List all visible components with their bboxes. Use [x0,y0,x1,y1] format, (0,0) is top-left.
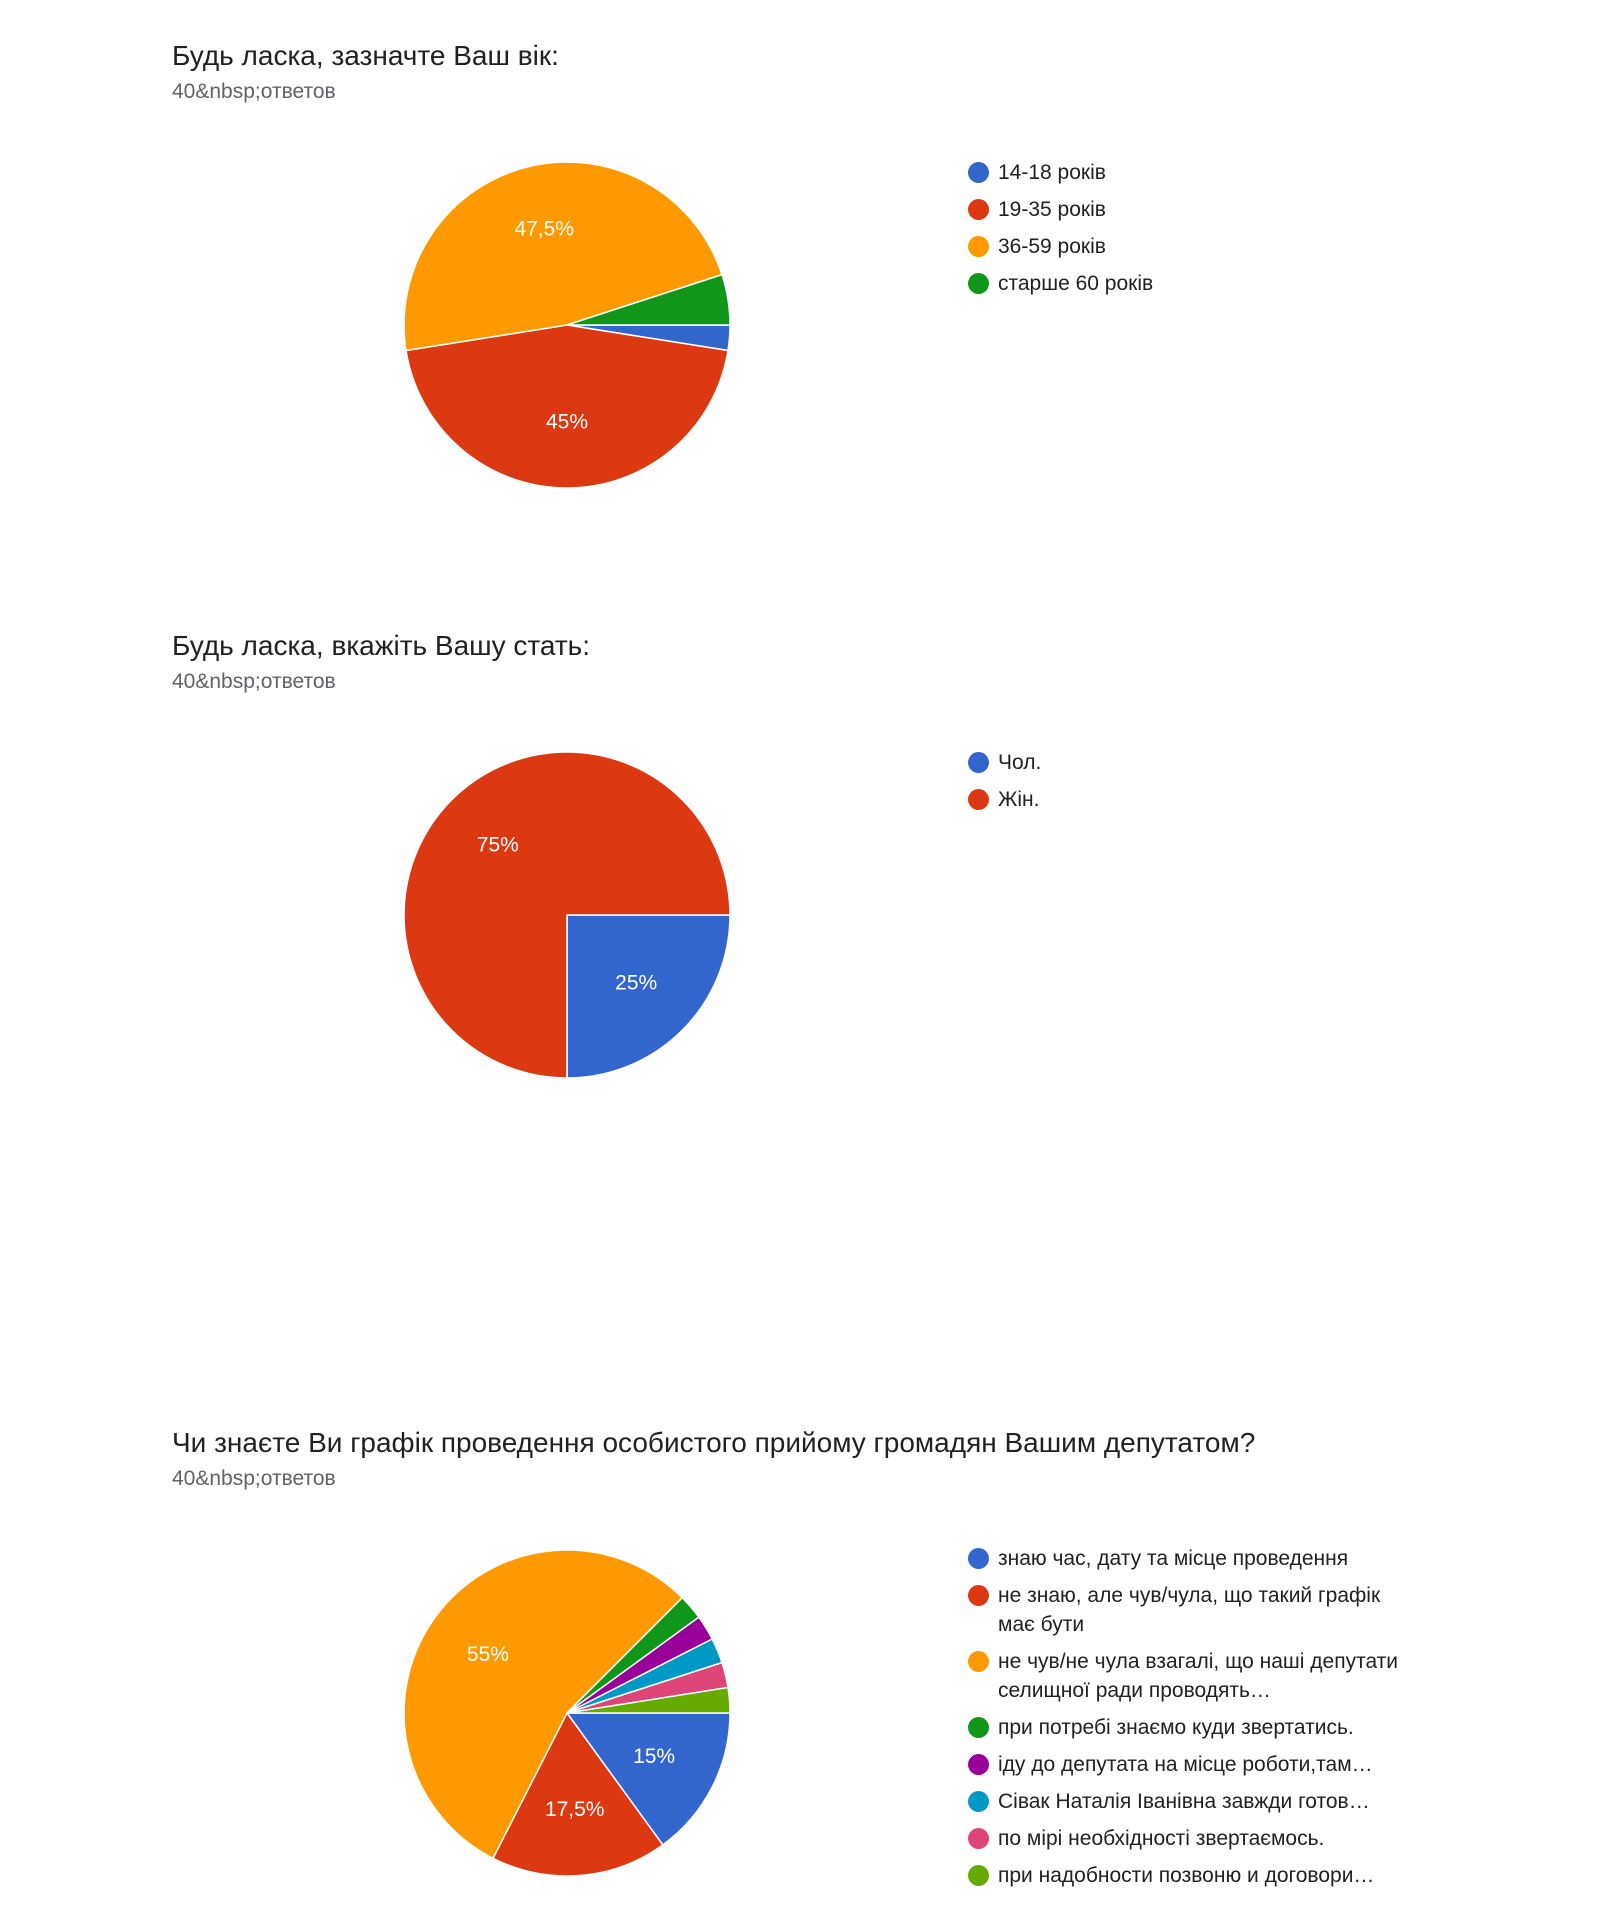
pie-chart-gender [397,745,737,1085]
legend-swatch-icon [968,1791,989,1812]
legend-swatch-icon [968,1548,989,1569]
legend-item-3[interactable] [968,1713,1408,1742]
pie-slice-1[interactable] [406,325,728,488]
slice-label-2: 47,5% [514,217,574,241]
legend-item-0[interactable] [968,158,1408,187]
legend-label: не чув/не чула взагалі, що наші депутати селищної ради проводять… [998,1650,1399,1702]
legend-item-7[interactable] [968,1861,1408,1890]
slice-label-2: 55% [466,1643,509,1667]
response-count: 40&nbsp;ответов [172,80,336,103]
legend-label: 36-59 років [998,235,1106,258]
pie-chart-schedule [397,1543,737,1883]
legend-label: не знаю, але чув/чула, що такий графік має бути [998,1584,1381,1636]
legend-label: іду до депутата на місце роботи,там… [998,1753,1373,1776]
legend-item-1[interactable] [968,195,1408,224]
pie-chart-age [397,155,737,495]
chart-card-gender [0,600,1601,1160]
legend-label: по мірі необхідності звертаємось. [998,1827,1325,1850]
legend-label: 14-18 років [998,161,1106,184]
legend-item-6[interactable] [968,1824,1408,1853]
legend-item-4[interactable] [968,1750,1408,1779]
legend-age [968,158,1408,306]
response-count: 40&nbsp;ответов [172,1467,336,1490]
response-count: 40&nbsp;ответов [172,670,336,693]
legend-label: Сівак Наталія Іванівна завжди готов… [998,1790,1370,1813]
legend-swatch-icon [968,1754,989,1775]
chart-title: Чи знаєте Ви графік проведення особистого прийому громадян Вашим депутатом? [172,1427,1256,1458]
legend-label: Чол. [998,751,1042,774]
legend-swatch-icon [968,1585,989,1606]
chart-card-age [0,0,1601,560]
legend-label: знаю час, дату та місце проведення [998,1547,1349,1570]
legend-swatch-icon [968,236,989,257]
pie-slice-0[interactable] [567,915,730,1078]
legend-swatch-icon [968,1651,989,1672]
chart-title: Будь ласка, зазначте Ваш вік: [172,40,559,71]
legend-item-1[interactable] [968,1581,1408,1639]
slice-label-1: 75% [476,833,519,857]
chart-card-schedule [0,1400,1601,1921]
legend-swatch-icon [968,1865,989,1886]
legend-swatch-icon [968,273,989,294]
legend-gender [968,748,1408,822]
slice-label-0: 25% [615,971,658,995]
legend-item-0[interactable] [968,748,1408,777]
legend-swatch-icon [968,752,989,773]
slice-label-0: 15% [633,1744,676,1768]
legend-item-1[interactable] [968,785,1408,814]
legend-label: старше 60 років [998,272,1154,295]
legend-item-2[interactable] [968,232,1408,261]
slice-label-1: 45% [545,410,589,434]
legend-item-3[interactable] [968,269,1408,298]
legend-label: при потребі знаємо куди звертатись. [998,1716,1354,1739]
legend-swatch-icon [968,162,989,183]
legend-swatch-icon [968,789,989,810]
legend-item-0[interactable] [968,1544,1408,1573]
legend-swatch-icon [968,199,989,220]
slice-label-1: 17,5% [544,1798,605,1822]
legend-swatch-icon [968,1828,989,1849]
legend-label: при надобности позвоню и договори… [998,1864,1375,1887]
legend-schedule [968,1544,1408,1898]
chart-title: Будь ласка, вкажіть Вашу стать: [172,630,591,661]
legend-label: Жін. [998,788,1040,811]
legend-swatch-icon [968,1717,989,1738]
legend-label: 19-35 років [998,198,1106,221]
legend-item-5[interactable] [968,1787,1408,1816]
legend-item-2[interactable] [968,1647,1408,1705]
